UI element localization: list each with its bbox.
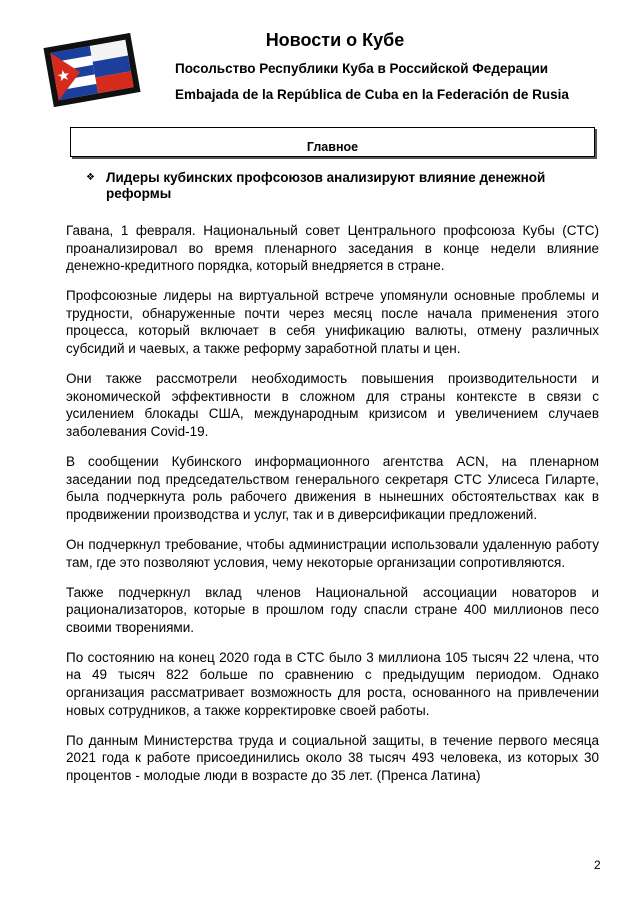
paragraph: Он подчеркнул требование, чтобы администрации использовали удаленную работу там, где это позволяют условия, чему некоторые организации сопротивляются. (66, 536, 599, 570)
paragraph: Гавана, 1 февраля. Национальный совет Центрального профсоюза Кубы (CTC) проанализировал во время пленарного заседания в конце недели влияние денежно-кредитного порядка, который внедряется в стране. (66, 223, 599, 274)
section-label: Главное (306, 140, 359, 154)
paragraph: В сообщении Кубинского информационного агентства ACN, на пленарном заседании под председательством генерального секретаря CTC Улисеса Гиларте, была подчеркнута роль рабочего движения в нынешних обстоятельствах как в продвижении производства и услуг, так и в диверсификации предложений. (66, 454, 599, 522)
article-headline (86, 170, 556, 202)
section-header (70, 127, 595, 157)
paragraph: По состоянию на конец 2020 года в CTC было 3 миллиона 105 тысяч 22 члена, что на 49 тысяч 822 больше по сравнению с предыдущим периодом. Однако организация рассматривает возможность для роста, основанного на привлечении новых сотрудников, а также корректировке своей работы. (66, 649, 599, 718)
paragraph: Также подчеркнул вклад членов Национальной ассоциации новаторов и рационализаторов, которые в прошлом году спасли стране 400 миллионов песо своими творениями. (66, 584, 599, 635)
page-title: Новости о Кубе (265, 30, 405, 50)
diamond-bullet-icon: ❖ (86, 172, 95, 183)
headline-text: Лидеры кубинских профсоюзов анализируют влияние денежной реформы (106, 170, 546, 201)
embassy-name-es: Embajada de la República de Cuba en la Federación de Rusia (175, 87, 569, 102)
paragraph: По данным Министерства труда и социальной защиты, в течение первого месяца 2021 года к работе присоединились около 38 тысяч 493 человека, из которых 30 процентов - молодые люди в возрасте до 35 лет. (Пренса Латина) (66, 732, 599, 783)
embassy-name-ru: Посольство Республики Куба в Российской Федерации (175, 61, 549, 76)
cuba-russia-flag-icon (42, 28, 142, 112)
paragraph: Они также рассмотрели необходимость повышения производительности и экономической эффективности в сложном для страны контексте в связи с усилением блокады США, международным кризисом и увеличением случаев заболевания Covid-19. (66, 371, 599, 439)
article-body (66, 222, 599, 797)
paragraph: Профсоюзные лидеры на виртуальной встрече упомянули основные проблемы и трудности, обнаруженные почти через месяц после начала применения этого процесса, который включает в себя унификацию валюты, отмену различных субсидий и чаевых, а также реформу заработной платы и цен. (66, 288, 599, 357)
page-number: 2 (594, 858, 601, 872)
